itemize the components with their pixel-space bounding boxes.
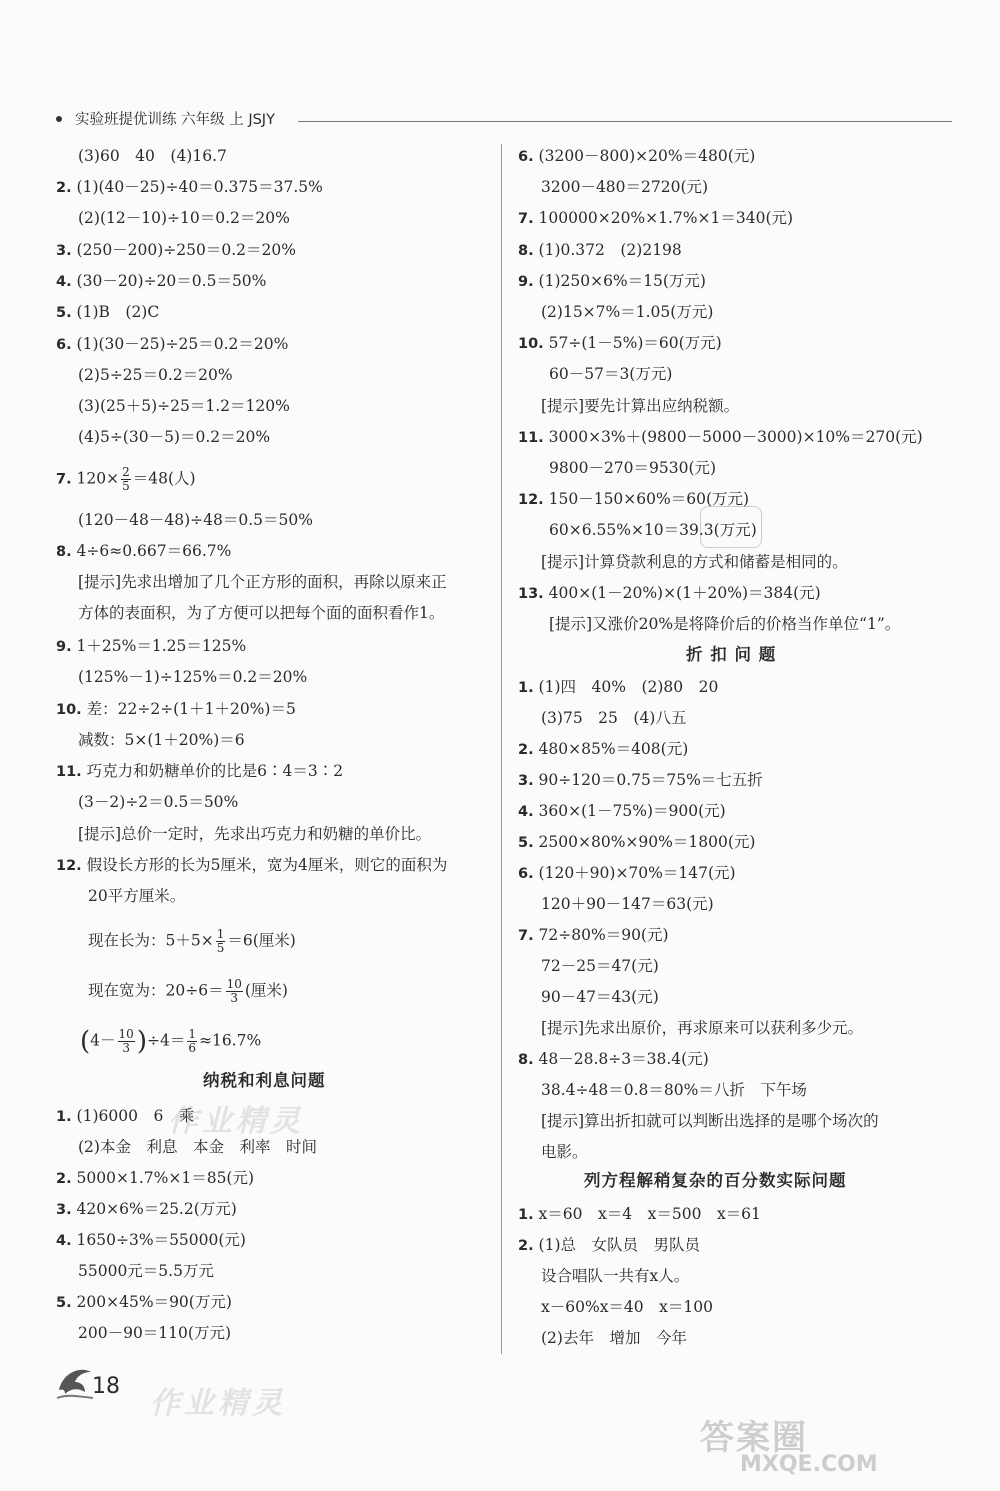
watermark-stamp: 答案圈 (700, 1418, 808, 1458)
answer-line: 7. 72÷80%＝90(元) (518, 926, 669, 944)
answer-line: 9800－270＝9530(元) (549, 459, 717, 477)
answer-line: 72－25＝47(元) (541, 957, 659, 975)
answer-line: (3－2)÷2＝0.5＝50% (78, 793, 239, 811)
answer-line: 2. (1)(40－25)÷40＝0.375＝37.5% (56, 178, 323, 196)
answer-line: 10. 57÷(1－5%)＝60(万元) (518, 334, 722, 352)
answer-line: 3200－480＝2720(元) (541, 178, 709, 196)
answer-line: 3. (250－200)÷250＝0.2＝20% (56, 241, 296, 259)
answer-line: (2)15×7%＝1.05(万元) (541, 303, 714, 321)
answer-line: 2. 480×85%＝408(元) (518, 740, 689, 758)
watermark-text: 作业精灵 (150, 1386, 286, 1421)
fraction: $\frac{1}{6}$ (188, 1027, 196, 1055)
answer-line: (2)5÷25＝0.2＝20% (78, 366, 233, 384)
answer-line: 60－57＝3(万元) (549, 365, 673, 383)
answer-line: 20平方厘米。 (88, 887, 186, 905)
tip-line: [提示]计算贷款利息的方式和储蓄是相同的。 (541, 553, 848, 571)
answer-line: 6. (3200－800)×20%＝480(元) (518, 147, 756, 165)
answer-line: (125%－1)÷125%＝0.2＝20% (78, 668, 308, 686)
answer-line: 120＋90－147＝63(元) (541, 895, 714, 913)
answer-line: 11. 巧克力和奶糖单价的比是6∶4＝3∶2 (56, 762, 344, 780)
column-divider (501, 144, 502, 1354)
tip-line: [提示]先求出原价，再求原来可以获利多少元。 (541, 1019, 864, 1037)
answer-line: (3)60 40 (4)16.7 (78, 147, 227, 165)
answer-line: 13. 400×(1－20%)×(1＋20%)＝384(元) (518, 584, 821, 602)
tip-line: [提示]总价一定时，先求出巧克力和奶糖的单价比。 (78, 825, 432, 843)
answer-line: 现在长为：5＋5× $\frac{1}{5}$ ＝6(厘米) (88, 927, 296, 955)
section-title: 列方程解稍复杂的百分数实际问题 (584, 1171, 847, 1190)
answer-line: (2)去年 增加 今年 (541, 1329, 687, 1347)
answer-line: 11. 3000×3%＋(9800－5000－3000)×10%＝270(元) (518, 428, 923, 446)
tip-line: [提示]算出折扣就可以判断出选择的是哪个场次的 (541, 1112, 879, 1130)
answer-line: 4. (30－20)÷20＝0.5＝50% (56, 272, 267, 290)
answer-line: 12. 假设长方形的长为5厘米，宽为4厘米，则它的面积为 (56, 856, 448, 874)
fraction: $\frac{1}{5}$ (216, 927, 225, 955)
answer-line: 设合唱队一共有x人。 (541, 1267, 690, 1285)
answer-line: 4. 360×(1－75%)＝900(元) (518, 802, 726, 820)
page-number: 18 (92, 1374, 120, 1399)
answer-line: (2)本金 利息 本金 利率 时间 (78, 1138, 317, 1156)
fraction: $\frac{2}{5}$ (122, 465, 130, 493)
fraction: $\frac{10}{3}$ (226, 977, 242, 1005)
watermark-text: 作业精灵 (168, 1104, 304, 1139)
answer-line: 9. 1＋25%＝1.25＝125% (56, 637, 247, 655)
answer-line: 5. 2500×80%×90%＝1800(元) (518, 833, 756, 851)
answer-line: 7. 100000×20%×1.7%×1＝340(元) (518, 209, 794, 227)
answer-line: 1. x＝60 x＝4 x＝500 x＝61 (518, 1205, 761, 1223)
answer-line: (3)75 25 (4)八五 (541, 709, 687, 727)
section-title: 折 扣 问 题 (686, 645, 777, 664)
answer-line: (4)5÷(30－5)＝0.2＝20% (78, 428, 271, 446)
answer-line: 4. 1650÷3%＝55000(元) (56, 1231, 246, 1249)
answer-line: 8. (1)0.372 (2)2198 (518, 241, 682, 259)
answer-line: 1. (1)6000 6 乘 (56, 1107, 195, 1125)
header-title: 实验班提优训练 六年级 上 JSJY (75, 112, 275, 128)
answer-line: 减数：5×(1＋20%)＝6 (78, 731, 245, 749)
fraction: $\frac{10}{3}$ (118, 1027, 134, 1055)
answer-line: 6. (1)(30－25)÷25＝0.2＝20% (56, 335, 289, 353)
seal-mark (700, 506, 762, 548)
tip-line: 方体的表面积，为了方便可以把每个面的面积看作1。 (78, 604, 445, 622)
tip-line: [提示]又涨价20%是将降价后的价格当作单位“1”。 (549, 615, 901, 633)
answer-line: 60×6.55%×10＝39.3(万元) (549, 521, 757, 539)
answer-line: 2. (1)总 女队员 男队员 (518, 1236, 701, 1254)
answer-line: 现在宽为：20÷6＝ $\frac{10}{3}$ (厘米) (88, 977, 288, 1005)
answer-line: (4－ $\frac{10}{3}$ )÷4＝ $\frac{1}{6}$ ≈16.7% (80, 1026, 262, 1057)
answer-line: 5. (1)B (2)C (56, 303, 160, 321)
answer-line: (3)(25＋5)÷25＝1.2＝120% (78, 397, 290, 415)
answer-line: 3. 90÷120＝0.75＝75%＝七五折 (518, 771, 763, 789)
tip-line: 电影。 (541, 1143, 588, 1161)
answer-line: 200－90＝110(万元) (78, 1324, 231, 1342)
answer-line: 5. 200×45%＝90(万元) (56, 1293, 232, 1311)
section-title: 纳税和利息问题 (203, 1071, 326, 1090)
answer-line: 1. (1)四 40% (2)80 20 (518, 678, 719, 696)
answer-line: 7. 120× $\frac{2}{5}$ ＝48(人) (56, 465, 196, 493)
header-rule (298, 121, 952, 122)
tip-line: [提示]要先计算出应纳税额。 (541, 397, 740, 415)
answer-line: 9. (1)250×6%＝15(万元) (518, 272, 706, 290)
watermark-url: MXQE.COM (740, 1452, 878, 1477)
answer-line: (2)(12－10)÷10＝0.2＝20% (78, 209, 290, 227)
answer-line: 8. 48－28.8÷3＝38.4(元) (518, 1050, 709, 1068)
answer-line: 6. (120＋90)×70%＝147(元) (518, 864, 736, 882)
page-header (40, 108, 952, 132)
answer-line: 3. 420×6%＝25.2(万元) (56, 1200, 237, 1218)
answer-line: 12. 150－150×60%＝60(万元) (518, 490, 750, 508)
answer-line: 55000元＝5.5万元 (78, 1262, 214, 1280)
answer-line: 2. 5000×1.7%×1＝85(元) (56, 1169, 255, 1187)
tip-line: [提示]先求出增加了几个正方形的面积，再除以原来正 (78, 573, 447, 591)
bullet-dot (56, 116, 62, 122)
answer-line: x－60%x＝40 x＝100 (541, 1298, 713, 1316)
answer-line: 10. 差：22÷2÷(1＋1＋20%)＝5 (56, 700, 296, 718)
answer-line: 90－47＝43(元) (541, 988, 659, 1006)
answer-line: 38.4÷48＝0.8＝80%＝八折 下午场 (541, 1081, 807, 1099)
answer-line: 8. 4÷6≈0.667＝66.7% (56, 542, 232, 560)
dolphin-icon (55, 1362, 95, 1402)
answer-line: (120－48－48)÷48＝0.5＝50% (78, 511, 313, 529)
